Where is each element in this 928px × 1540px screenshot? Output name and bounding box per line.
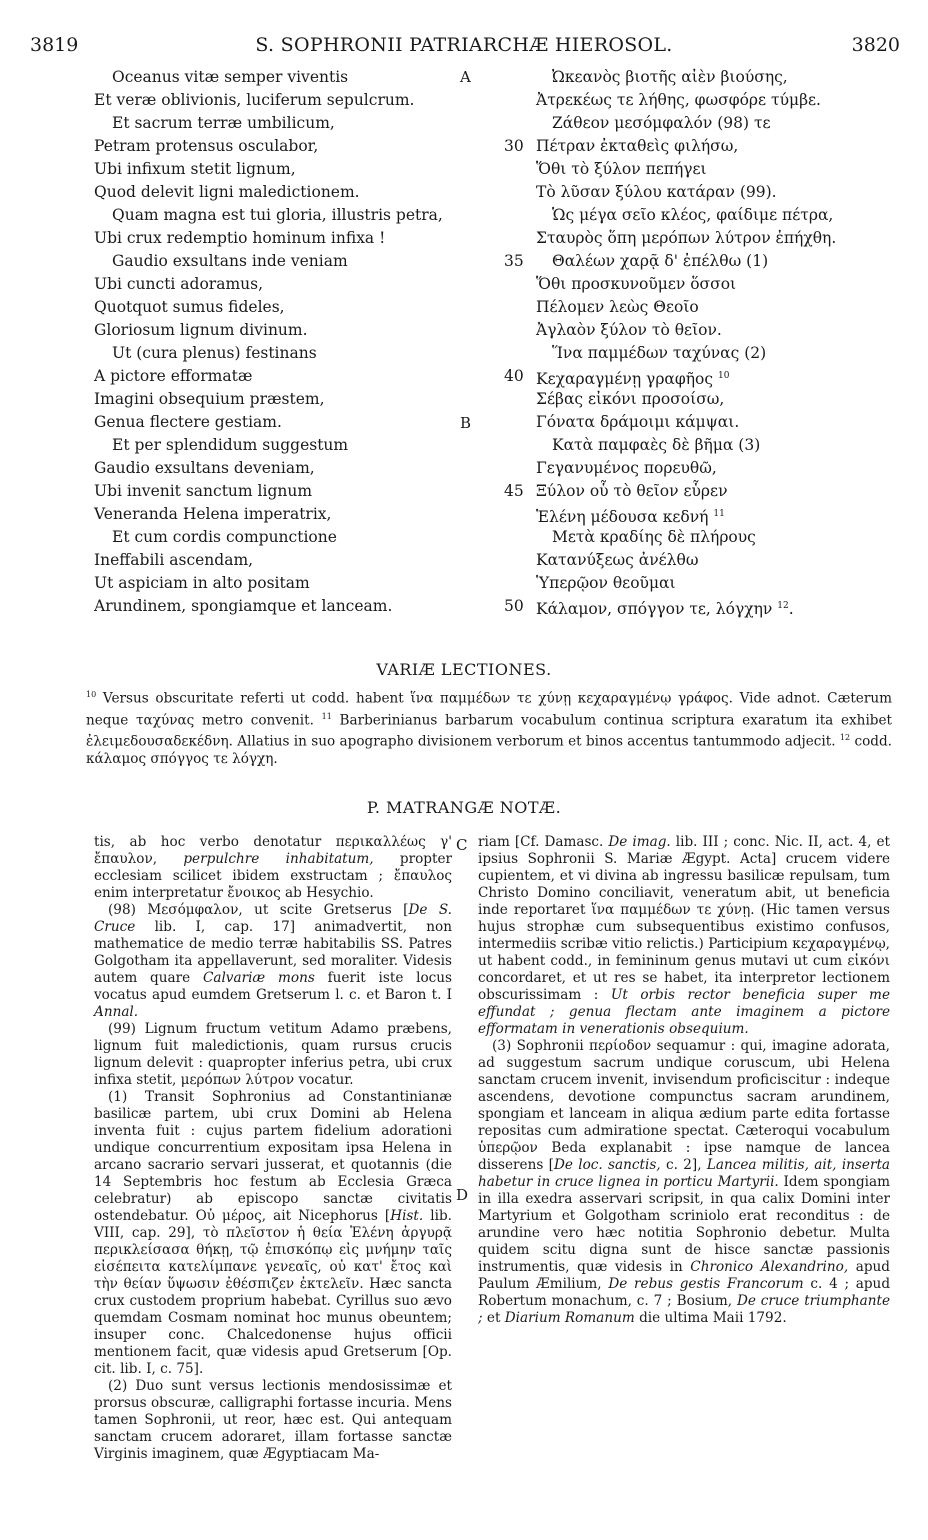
latin-line: Quotquot sumus fideles, [94, 298, 285, 316]
latin-line: Gaudio exsultans inde veniam [112, 252, 348, 270]
note-italic: Hist. [390, 1208, 424, 1224]
note-text: die ultima Maii 1792. [639, 1310, 787, 1326]
latin-line: Arundinem, spongiamque et lanceam. [94, 597, 393, 615]
note-text: Idem spongiam in illa exedra asservari scripsit, in qua calix Domini inter Martyrium et Golgotham scriniolo erat reconditus : de arundine vero hæc notitia Sophronio debetur. Multa quidem scitu digna sunt de hisce sanctæ passionis instrumentis, quæ videsis in [478, 1174, 890, 1275]
greek-line: Ἀτρεκέως τε λήθης, φωσφόρε τύμβε. [536, 91, 821, 109]
note-text: riam [Cf. Damasc. [478, 834, 604, 850]
latin-line: Et cum cordis compunctione [112, 528, 337, 546]
note-text: (3) Sophronii περίοδον sequamur : qui, imagine adorata, ad suggestum sacrum undique coruscum, ubi Helena sanctam crucem invenit, invisendum proficiscitur : indeque ascendens, devotione compunctus sacram arundinem, spongiam et lanceam in aliqua ædium parte edita fortasse repositas cum admiratione spectat. Cæteroqui vocabulum ὑπερῷον Beda explanabit : ipse namque de lancea disserens [ [478, 1038, 890, 1173]
greek-line: Ὅθι τὸ ξύλον πεπήγει [536, 160, 707, 178]
note-italic: Diarium Romanum [504, 1310, 635, 1326]
note-text: (1) Transit Sophronius ad Constantinianæ basilicæ partem, ubi crux Domini ab Helena inventa fuit : cujus partem fidelium adorationi undique concurrentium expositam ipsa Helena in arcano sacrario servari jusserat, et quotannis (die 14 Septembris hoc festum ab Ecclesia Græca celebratur) ab episcopo sanctæ civitatis ostendebatur. Οὐ μέρος, ait Nicephorus [ [94, 1089, 452, 1224]
note-italic: Lancea militis, ait, inserta habetur in cruce lignea in porticu Martyrii. [478, 1157, 891, 1190]
note-italic: Ut orbis rector beneficia super me effundat ; genua flectam ante imaginem a pictore efformatam in venerationis obsequium. [478, 987, 890, 1037]
note-99: (99) Lignum fructum vetitum Adamo præbens, lignum fuit maledictionis, quam rursus crucis lignum delevit : quapropter inferius petra, ubi crux infixa stetit, μερόπων λύτρον vocatur. [94, 1021, 452, 1088]
note-text: propter ecclesiam scilicet ibidem exstructam ; ἔπαυλος enim interpretatur ἔνοικος ab Hesychio. [94, 851, 453, 901]
latin-line: Gaudio exsultans deveniam, [94, 459, 315, 477]
note-text: lib. III ; conc. Nic. II, act. 4, et ipsius Sophronii S. Mariæ Ægypt. Acta] crucem videre cupientem, et vi divina ab ingressu basilicæ repulsam, tum Christo Domino conciliavit, veneratum abit, ut beneficia inde reportaret ἵνα παμμέδων τε χύνῃ. (Hic tamen versus hujus strophæ cum subsequentibus existimo confusos, intermediis scribæ vitio relictis.) Participium κεχαραγμένῳ, ut habent codd., in femininum genus mutavi ut cum εἰκόνι concordaret, et ut res se habet, ita interpretor lectionem obscurissimam : [478, 834, 890, 1003]
margin-marker-c: C [456, 836, 468, 854]
notes-right-column [478, 834, 890, 1327]
greek-line: Κεχαραγμένῃ γραφῆος [536, 370, 714, 389]
margin-marker-a: A [460, 68, 471, 86]
greek-line: Τὸ λῦσαν ξύλου κατάραν (99). [536, 183, 777, 201]
note-italic: Calvariæ mons [202, 970, 315, 986]
greek-line-with-note: Κάλαμον, σπόγγον τε, λόγχην $^{12}$. [536, 600, 794, 619]
note-italic: De S. Cruce [94, 902, 452, 935]
latin-line: Imagini obsequium præstem, [94, 390, 325, 408]
running-title: S. SOPHRONII PATRIARCHÆ HIEROSOL. [255, 34, 673, 56]
note-text: c. 4 ; apud Robertum monachum, c. 7 ; Bosium, [478, 1276, 891, 1309]
latin-line: Et per splendidum suggestum [112, 436, 349, 454]
latin-line: Et sacrum terræ umbilicum, [112, 114, 335, 132]
note-italic: De cruce triumphante ; [478, 1293, 890, 1326]
greek-line: Ὅθι προσκυνοῦμεν ὅσσοι [536, 275, 737, 293]
note-italic: De loc. sanctis, [553, 1157, 661, 1173]
latin-line: Quod delevit ligni maledictionem. [94, 183, 360, 201]
note-98 [94, 902, 452, 1021]
latin-line: Oceanus vitæ semper viventis [112, 68, 349, 86]
greek-line: Κατανύξεως ἀνέλθω [536, 551, 699, 569]
greek-line: Ζάθεον μεσόμφαλόν (98) τε [552, 114, 771, 132]
note-italic: De imag. [608, 834, 671, 850]
latin-line: Et veræ oblivionis, luciferum sepulcrum. [94, 91, 415, 109]
greek-line: Ἑλένη μέδουσα κεδνή [536, 508, 709, 527]
note-italic: De rebus gestis Francorum [608, 1276, 804, 1292]
note-italic: Annal. [94, 1004, 139, 1020]
latin-line: Gloriosum lignum divinum. [94, 321, 308, 339]
note-1 [94, 1089, 452, 1378]
latin-line: Ubi infixum stetit lignum, [94, 160, 296, 178]
line-number: 30 [504, 137, 524, 155]
latin-line: Quam magna est tui gloria, illustris petra, [112, 206, 443, 224]
greek-line: Σταυρὸς ὅπη μερόπων λύτρον ἐπήχθη. [536, 229, 837, 247]
greek-line: Ὡς μέγα σεῖο κλέος, φαίδιμε πέτρα, [552, 206, 834, 224]
footnote-mark: 11 [713, 509, 725, 519]
latin-line: Petram protensus osculabor, [94, 137, 319, 155]
note-text: c. 2], [665, 1157, 702, 1173]
greek-line: Γόνατα δράμοιμι κάμψαι. [536, 413, 740, 431]
note-italic: perpulchre inhabitatum, [183, 851, 374, 867]
notae-title: P. MATRANGÆ NOTÆ. [366, 798, 562, 817]
footnote-mark: 10 [717, 371, 730, 381]
greek-line: Σέβας εἰκόνι προσοίσω, [536, 390, 725, 408]
latin-line: Ubi invenit sanctum lignum [94, 482, 313, 500]
footnote-mark: 12 [839, 733, 851, 743]
margin-marker-b: B [460, 414, 472, 432]
line-number: 45 [504, 482, 524, 500]
greek-line: Κατὰ παμφαὲς δὲ βῆμα (3) [552, 436, 761, 454]
footnote-text: Barberinianus barbarum vocabulum continua scriptura exaratum ita exhibet ἐλειμεδουσαδεκέδνη. Allatius in suo apographo divisionem verborum et binos accentus tantummodo adjecit. [86, 712, 892, 750]
variae-lectiones [86, 686, 892, 768]
latin-line: Veneranda Helena imperatrix, [94, 505, 332, 523]
note-paragraph [94, 834, 452, 902]
note-text: (98) Μεσόμφαλον, ut scite Gretserus [ [108, 902, 409, 918]
greek-line: Ὠκεανὸς βιοτῆς αἰὲν βιούσης, [552, 68, 788, 86]
greek-line: Θαλέων χαρᾷ δ' ἐπέλθω (1) [552, 252, 769, 270]
latin-line: Ut (cura plenus) festinans [112, 344, 317, 362]
footnote-text: codd. κάλαμος σπόγγος τε λόγχη. [86, 733, 893, 767]
footnote-mark: 10 [86, 690, 97, 699]
greek-line: Ἀγλαὸν ξύλον τὸ θεῖον. [536, 321, 722, 339]
margin-marker-d: D [456, 1186, 469, 1204]
latin-line: Ubi cuncti adoramus, [94, 275, 264, 293]
latin-line: Ubi crux redemptio hominum infixa ! [94, 229, 386, 247]
greek-line: Μετὰ κραδίης δὲ πλήρους [552, 528, 756, 546]
footnote-mark: 11 [321, 711, 332, 721]
greek-line: Γεγανυμένος πορευθῶ, [536, 459, 717, 477]
note-text: fuerit iste locus vocatus apud eumdem Gretserum l. c. et Baron t. I [94, 970, 453, 1003]
note-3 [478, 1038, 890, 1327]
page-header [0, 34, 928, 64]
greek-line-with-note [536, 365, 729, 388]
greek-line: Ξύλον οὗ τὸ θεῖον εὗρεν [536, 482, 728, 500]
note-text: lib. I, cap. 17] animadvertit, non mathematice de medio terræ habitabilis SS. Patres Golgotham ita appellaverunt, sed moraliter. Videsis autem quare [94, 919, 452, 986]
greek-line: Πέτραν ἐκταθεὶς φιλήσω, [536, 137, 739, 155]
variae-title: VARIÆ LECTIONES. [376, 660, 552, 679]
latin-line: A pictore efformatæ [94, 367, 253, 385]
line-number: 40 [504, 367, 524, 385]
note-paragraph [478, 834, 890, 1038]
line-number: 50 [504, 597, 524, 615]
greek-line: Ἵνα παμμέδων ταχύνας (2) [552, 344, 767, 362]
footnote-text: Versus obscuritate referti ut codd. habent ἵνα παμμέδων τε χύνῃ κεχαραγμένῳ γράφος. Vide adnot. Cæterum neque ταχύνας metro convenit. [86, 690, 892, 729]
note-text: tis, ab hoc verbo denotatur περικαλλέως γ' ἔπαυλον, [94, 834, 452, 867]
note-text: et [486, 1310, 501, 1326]
note-italic: Chronico Alexandrino, [690, 1259, 849, 1275]
footnote-mark: 12 [777, 601, 789, 611]
page-number-left: 3819 [30, 34, 79, 56]
greek-line: Κάλαμον, σπόγγον τε, λόγχην [536, 600, 773, 619]
note-text: lib. VIII, cap. 29], τὸ πλεῖστον ἡ θεία Ἑλένη ἀργυρᾷ περικλείσασα θήκῃ, τῷ ἐπισκόπῳ εἰς μνήμην ταῖς εἰσέπειτα κατελίμπανε γενεαῖς, οὐ κατ' ἔτος καὶ τὴν θείαν ὕψωσιν ἐθέσπιζεν ἐκτελεῖν. Hæc sancta crux custodem proprium habebat. Cyrillus suo ævo quemdam Cosmam nominat hoc munus obeuntem; insuper conc. Chalcedonense hujus officii mentionem facit, quæ videsis apud Gretserum [Op. cit. lib. I, c. 75]. [94, 1208, 452, 1377]
latin-line: Ut aspiciam in alto positam [94, 574, 310, 592]
greek-line: Πέλομεν λεὼς Θεοῖο [536, 298, 699, 316]
greek-line-with-note [536, 503, 725, 526]
greek-line: Ὑπερῷον θεοῦμαι [536, 574, 676, 592]
note-text: apud Paulum Æmilium, [478, 1259, 890, 1292]
note-2: (2) Duo sunt versus lectionis mendosissimæ et prorsus obscuræ, calligraphi fortasse incuria. Mens tamen Sophronii, ut reor, hæc est. Qui antequam sanctam crucem adoraret, illam fortasse sanctæ Virginis imaginem, quæ Ægyptiacam Ma- [94, 1378, 452, 1462]
page-number-right: 3820 [851, 34, 900, 56]
notes-left-column [94, 834, 452, 1463]
latin-line: Genua flectere gestiam. [94, 413, 282, 431]
latin-line: Ineffabili ascendam, [94, 551, 254, 569]
line-number: 35 [504, 252, 524, 270]
